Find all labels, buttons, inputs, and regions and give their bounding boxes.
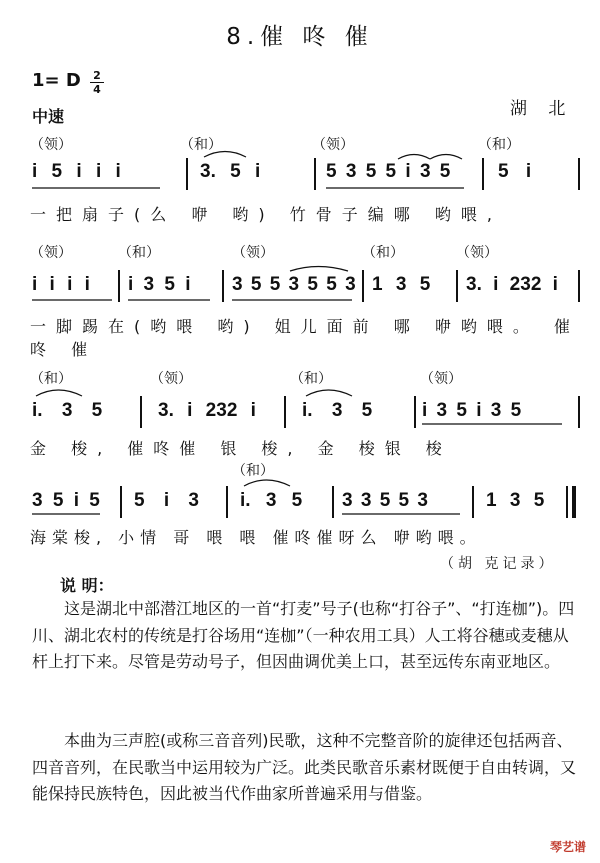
barline: [186, 158, 188, 190]
barline: [578, 158, 580, 190]
measure: 3 3 5 5 3: [342, 490, 428, 511]
final-barline: [572, 486, 576, 518]
measure: 1 3 5: [372, 274, 431, 295]
measure: 5 i: [498, 161, 532, 182]
part-label: （和）: [30, 371, 72, 387]
barline: [140, 396, 142, 428]
measure: 3 5 5 3 5 5 3: [232, 274, 356, 295]
part-label: （领）: [30, 245, 72, 261]
transcriber-credit: （胡 克记录）: [440, 556, 557, 572]
part-label: （领）: [312, 137, 354, 153]
part-label: （和）: [478, 137, 520, 153]
song-title: 8.催 咚 催: [226, 24, 374, 50]
lyrics-line: 海棠梭, 小情 哥 喂 喂 催咚催呀么 咿哟喂。: [30, 528, 482, 547]
barline: [118, 270, 120, 302]
measure: i. 3 5: [302, 400, 373, 421]
time-numerator: 2: [93, 69, 101, 82]
measure: 3. 5 i: [200, 161, 261, 182]
barline: [414, 396, 416, 428]
measure: 3. i 232 i: [466, 274, 558, 295]
part-label: （和）: [180, 137, 222, 153]
barline: [456, 270, 458, 302]
barline: [222, 270, 224, 302]
lyrics-line: 金 梭, 催咚催 银 梭, 金 梭银 梭: [30, 439, 452, 458]
measure: i 3 5 i 3 5: [422, 400, 522, 421]
part-label: （和）: [232, 463, 274, 479]
slur: [36, 390, 82, 396]
measure: i i i i: [32, 274, 90, 295]
part-label: （领）: [30, 137, 72, 153]
barline: [284, 396, 286, 428]
measure: 5 3 5 5 i 3 5: [326, 161, 451, 182]
notes-paragraph-1: 这是湖北中部潜江地区的一首“打麦”号子(也称“打谷子”、“打连枷”)。四川、湖北农村的传统是打谷场用“连枷”（一种农用工具）人工将谷穗或麦穗从杆上打下来。尽管是劳动号子，但因曲调优美上口，甚至远传东南亚地区。: [32, 599, 575, 671]
slur: [430, 155, 462, 160]
tempo-marking: 中速: [32, 107, 65, 126]
slur: [290, 267, 348, 272]
measure: i 5 i i i: [32, 161, 121, 182]
measure: 3. i 232 i: [158, 400, 256, 421]
notes-paragraph-2: 本曲为三声腔(或称三音音列)民歌，这种不完整音阶的旋律还包括两音、四音音列，在民歌当中运用较为广泛。此类民歌音乐素材既便于自由转调，又能保持民族特色，因此被当代作曲家所普遍采用与借鉴。: [32, 731, 577, 803]
barline: [120, 486, 122, 518]
lyrics-line: 一脚踢在(哟喂 哟) 姐儿面前 哪 咿哟喂。 催咚 催: [30, 317, 580, 359]
barline: [472, 486, 474, 518]
part-label: （和）: [362, 245, 404, 261]
part-label: （和）: [290, 371, 332, 387]
region-label: 湖 北: [510, 99, 574, 119]
part-label: （领）: [420, 371, 462, 387]
notes-heading: 说 明：: [60, 576, 114, 595]
part-label: （和）: [118, 245, 160, 261]
measure: 1 3 5: [486, 490, 545, 511]
barline: [566, 486, 568, 518]
lyrics-line: 一把扇子(么 咿 哟) 竹骨子编哪 哟喂,: [30, 205, 502, 224]
time-denominator: 4: [93, 83, 101, 96]
part-label: （领）: [232, 245, 274, 261]
watermark-logo: 琴艺谱: [549, 840, 586, 854]
slur: [306, 390, 352, 396]
barline: [578, 396, 580, 428]
measure: i. 3 5: [32, 400, 103, 421]
barline: [226, 486, 228, 518]
measure: 5 i 3: [134, 490, 199, 511]
measure: i. 3 5: [240, 490, 303, 511]
slur: [244, 480, 290, 486]
time-signature: [90, 70, 104, 95]
measure: 3 5 i 5: [32, 490, 100, 511]
slur: [398, 155, 430, 160]
barline: [578, 270, 580, 302]
part-label: （领）: [150, 371, 192, 387]
key-signature: 1= D: [32, 70, 81, 91]
barline: [314, 158, 316, 190]
barline: [332, 486, 334, 518]
barline: [362, 270, 364, 302]
measure: i 3 5 i: [128, 274, 191, 295]
part-label: （领）: [456, 245, 498, 261]
barline: [482, 158, 484, 190]
